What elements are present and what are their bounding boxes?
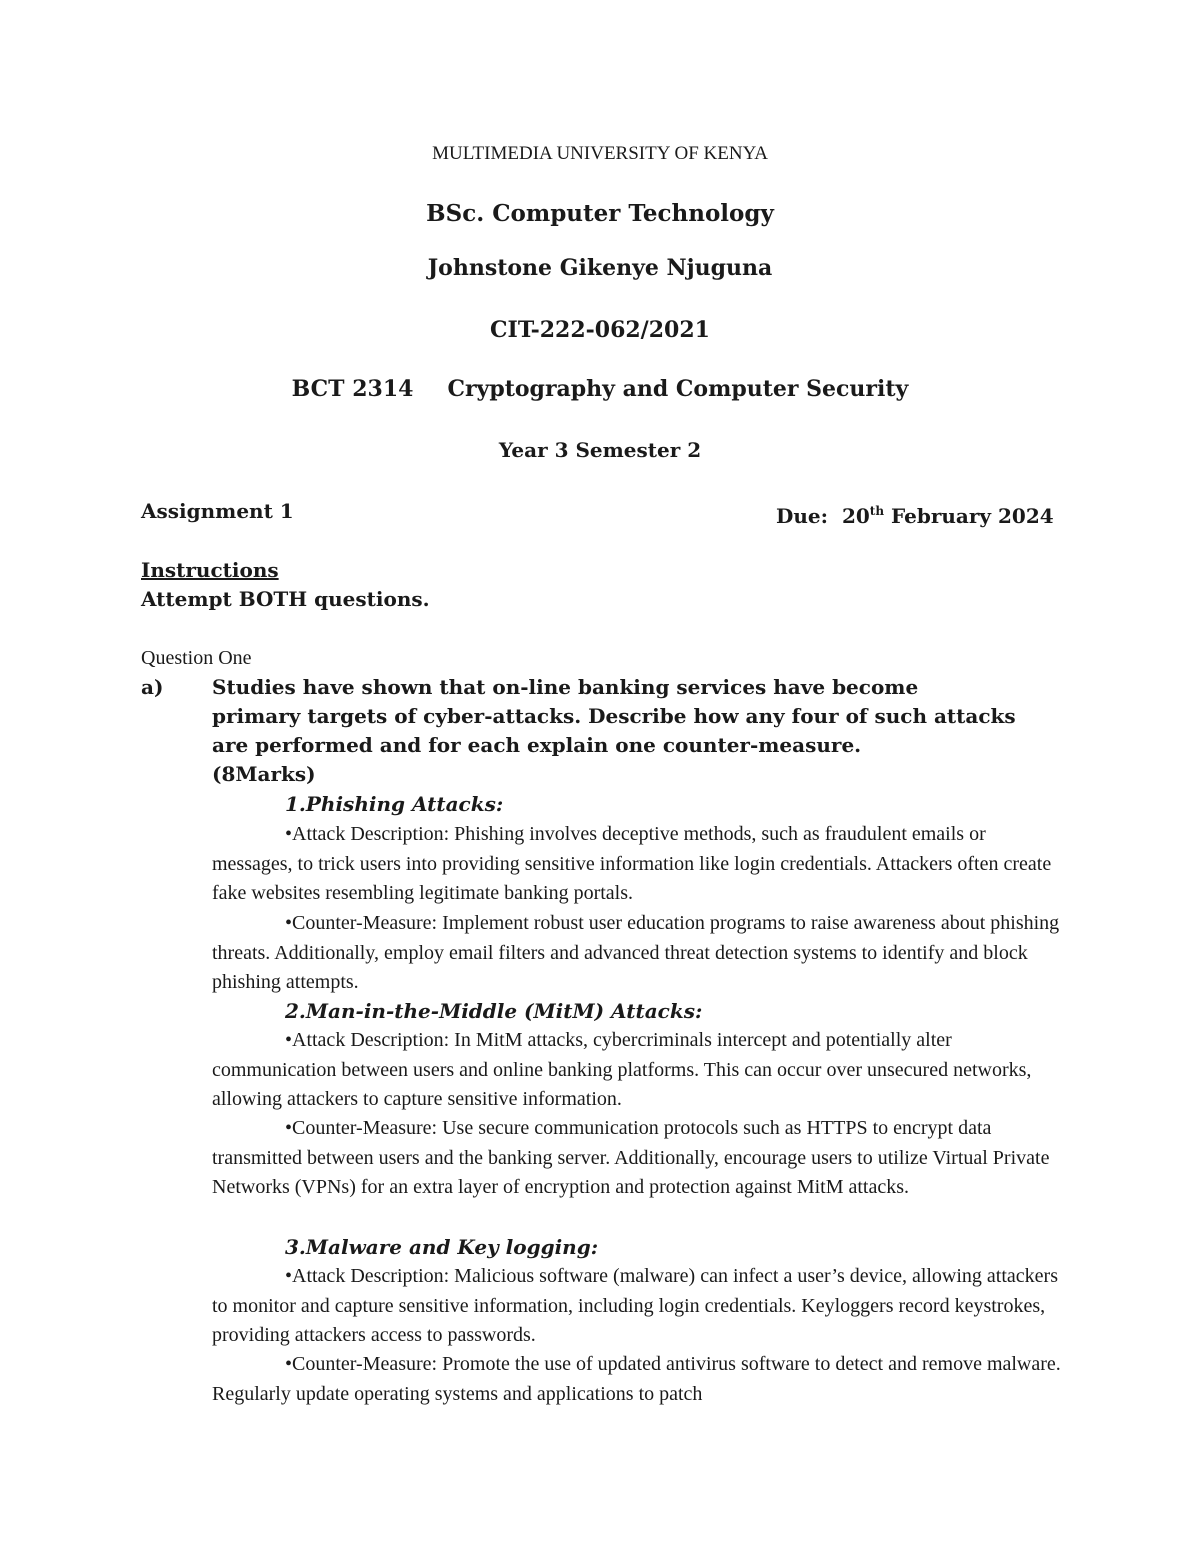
- question-text-line: Studies have shown that on-line banking services have become: [212, 675, 919, 699]
- due-day: 20: [841, 504, 870, 528]
- due-month-year: February 2024: [891, 504, 1054, 528]
- due-label: Due:: [776, 504, 828, 528]
- university-name: MULTIMEDIA UNIVERSITY OF KENYA: [432, 143, 768, 164]
- attack-description: •Attack Description: Malicious software (malware) can infect a user’s device, allowing attackers to monitor and capture sensitive information, including login credentials. Keyloggers record keystrokes, providing attackers access to passwords.: [212, 1265, 1058, 1346]
- attack-countermeasure: •Counter-Measure: Use secure communication protocols such as HTTPS to encrypt data transmitted between users and the banking server. Additionally, encourage users to utilize Virtual Private Networks (VPNs) for an extra layer of encryption and protection against MitM attacks.: [212, 1117, 1050, 1198]
- course-heading: [0, 376, 1200, 402]
- registration-number: CIT-222-062/2021: [490, 317, 710, 343]
- question-part-label: a): [141, 675, 164, 699]
- course-code: BCT 2314: [291, 376, 414, 402]
- attack-countermeasure: •Counter-Measure: Promote the use of updated antivirus software to detect and remove malware. Regularly update operating systems and applications to patch: [212, 1353, 1061, 1405]
- instructions-text: Attempt BOTH questions.: [141, 587, 430, 611]
- question-marks: (8Marks): [212, 762, 316, 786]
- attack-heading: 3.Malware and Key logging:: [285, 1235, 599, 1259]
- question-one-heading: Question One: [141, 647, 252, 669]
- attack-heading: 1.Phishing Attacks:: [285, 792, 504, 816]
- degree-title: BSc. Computer Technology: [426, 200, 774, 227]
- attack-description: •Attack Description: In MitM attacks, cybercriminals intercept and potentially alter communication between users and online banking platforms. This can occur over unsecured networks, allowing attackers to capture sensitive information.: [212, 1029, 1032, 1110]
- question-text-line: are performed and for each explain one counter-measure.: [212, 733, 862, 757]
- year-semester: Year 3 Semester 2: [498, 438, 702, 462]
- attack-description: •Attack Description: Phishing involves deceptive methods, such as fraudulent emails or messages, to trick users into providing sensitive information like login credentials. Attackers often create fake websites resembling legitimate banking portals.: [212, 823, 1052, 904]
- assignment-title: Assignment 1: [141, 499, 294, 523]
- due-suffix: th: [869, 504, 885, 518]
- attack-heading: 2.Man-in-the-Middle (MitM) Attacks:: [285, 999, 703, 1023]
- student-name: Johnstone Gikenye Njuguna: [427, 255, 773, 281]
- question-text-line: primary targets of cyber-attacks. Describe how any four of such attacks: [212, 704, 1016, 728]
- course-title: Cryptography and Computer Security: [447, 376, 909, 402]
- due-date: [776, 497, 1054, 531]
- attack-countermeasure: •Counter-Measure: Implement robust user education programs to raise awareness about phishing threats. Additionally, employ email filters and advanced threat detection systems to identify and block phishing attempts.: [212, 912, 1060, 993]
- instructions-heading: Instructions: [141, 558, 279, 582]
